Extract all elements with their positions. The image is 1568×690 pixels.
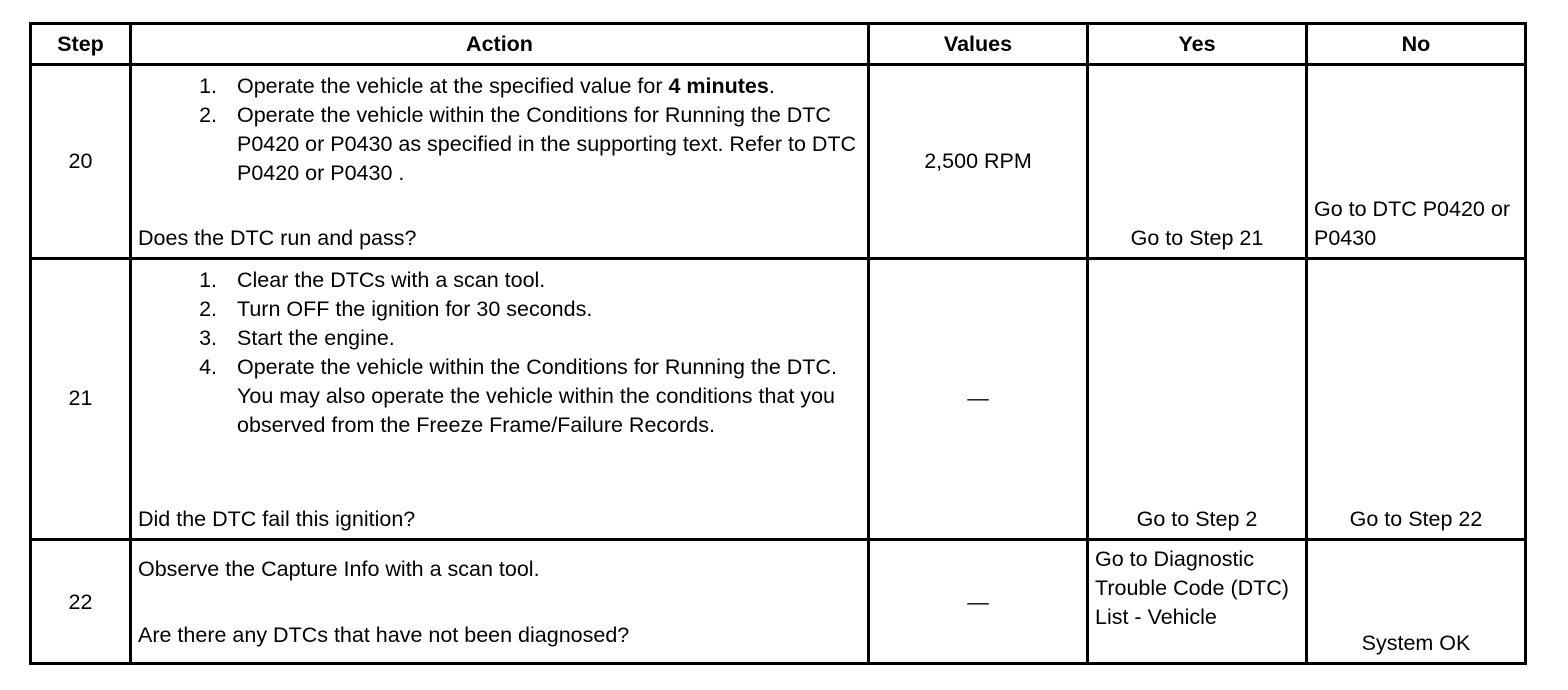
action-cell	[132, 260, 867, 538]
no-cell	[1308, 260, 1524, 538]
question-text: Does the DTC run and pass?	[138, 226, 417, 250]
header-yes: Yes	[1089, 25, 1305, 63]
action-step: 3. Start the engine.	[199, 326, 395, 350]
yes-cell	[1089, 541, 1305, 662]
action-cell	[132, 541, 867, 662]
step-number: 22	[68, 590, 93, 614]
duration-value: 4 minutes	[668, 74, 769, 98]
header-values: Values	[870, 25, 1086, 63]
action-step: 2. Turn OFF the ignition for 30 seconds.	[199, 297, 593, 321]
yes-link[interactable]: Go to Step 21	[1130, 226, 1264, 250]
table-row-step-21	[32, 260, 1524, 538]
header-step: Step	[32, 25, 129, 63]
no-link[interactable]: System OK	[1361, 631, 1471, 655]
header-action: Action	[132, 25, 867, 63]
question-text: Did the DTC fail this ignition?	[138, 507, 416, 531]
yes-cell	[1089, 66, 1305, 257]
yes-cell	[1089, 260, 1305, 538]
step-cell	[32, 541, 129, 662]
step-number: 21	[68, 386, 93, 410]
no-link[interactable]: Go to DTC P0420 or P0430	[1314, 197, 1510, 250]
table-row-step-22	[32, 541, 1524, 662]
yes-link[interactable]: Go to Diagnostic Trouble Code (DTC) List - Vehicle	[1095, 547, 1289, 629]
header-no: No	[1308, 25, 1524, 63]
no-cell	[1308, 66, 1524, 257]
question-text: Are there any DTCs that have not been diagnosed?	[138, 623, 630, 647]
value-text: —	[967, 386, 989, 410]
table-row-step-20	[32, 66, 1524, 257]
no-cell	[1308, 541, 1524, 662]
action-step: 4. Operate the vehicle within the Conditions for Running the DTC. You may also operate the vehicle within the conditions that you observed from the Freeze Frame/Failure Records.	[199, 355, 837, 437]
step-cell	[32, 66, 129, 257]
values-cell	[870, 541, 1086, 662]
action-steps	[132, 266, 857, 440]
no-link[interactable]: Go to Step 22	[1349, 507, 1483, 531]
value-text: —	[967, 590, 989, 614]
action-step: 1. Operate the vehicle at the specified value for 4 minutes.	[199, 74, 775, 98]
action-steps	[132, 72, 857, 188]
step-number: 20	[68, 149, 93, 173]
values-cell	[870, 66, 1086, 257]
step-cell	[32, 260, 129, 538]
yes-link[interactable]: Go to Step 2	[1136, 507, 1258, 531]
header-row	[32, 25, 1524, 63]
diagnostic-table	[29, 22, 1527, 665]
action-step: 2. Operate the vehicle within the Conditions for Running the DTC P0420 or P0430 as specified in the supporting text. Refer to DTC P0420 or P0430 .	[199, 103, 857, 185]
action-step: 1. Clear the DTCs with a scan tool.	[199, 268, 546, 292]
values-cell	[870, 260, 1086, 538]
value-text: 2,500 RPM	[924, 149, 1032, 173]
action-cell	[132, 66, 867, 257]
prompt-text: Observe the Capture Info with a scan tool.	[138, 557, 540, 581]
